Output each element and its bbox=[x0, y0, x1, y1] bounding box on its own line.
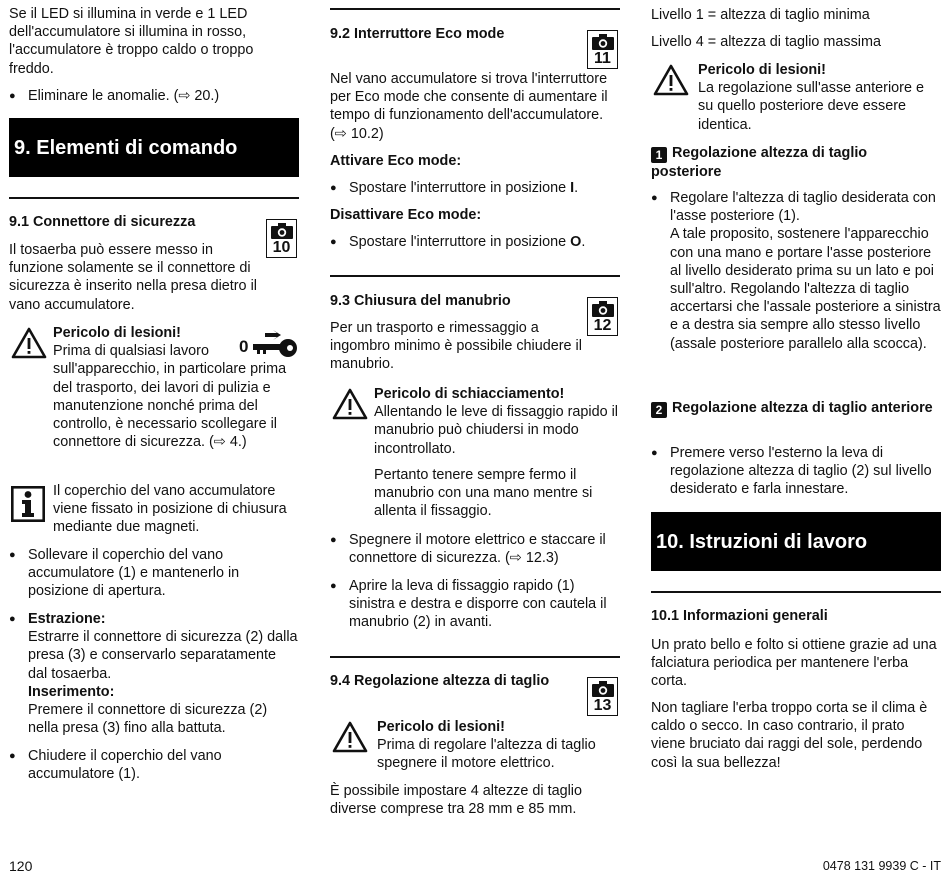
warning-text: La regolazione sull'asse anteriore e su quello posteriore deve essere identica. bbox=[698, 80, 924, 133]
bullet-switch-off bbox=[330, 531, 620, 567]
bullet-text: ● Regolare l'altezza di taglio desiderata con l'asse posteriore (1). bbox=[670, 190, 936, 225]
step-1-number-badge: 1 bbox=[651, 147, 667, 163]
bullet-text: Premere verso l'esterno la leva di regolazione altezza di taglio (2) sul livello desiderato e farla innestare. bbox=[670, 445, 932, 498]
picture-number: 10 bbox=[272, 239, 291, 256]
step-1-heading bbox=[651, 144, 941, 181]
bullet-text: Spostare l'interruttore in posizione bbox=[349, 234, 567, 250]
picture-number: 13 bbox=[593, 697, 612, 714]
info-icon bbox=[11, 486, 45, 522]
bullet-detail-text: A tale proposito, sostenere l'apparecchio con una mano e portare l'asse posteriore al livello desiderato prima su un lato e poi sull'altro. Regolando l'altezza di taglio accertarsi che l'assale posteriore a sinistra e a destra sia sempre allo stesso livello (assale posteriore parallelo alla scocca). bbox=[670, 226, 941, 352]
camera-icon bbox=[271, 223, 293, 239]
section-9-1-text bbox=[9, 241, 263, 314]
picture-ref-10 bbox=[266, 219, 297, 258]
warning-title: Pericolo di lesioni! bbox=[698, 62, 826, 78]
chapter-9-title: 9. Elementi di comando bbox=[14, 136, 238, 159]
chapter-10-title: 10. Istruzioni di lavoro bbox=[656, 530, 868, 553]
intro-bullet bbox=[9, 87, 299, 105]
section-10-1-text-2: Non tagliare l'erba troppo corta se il clima è caldo o secco. In caso contrario, il prato viene bruciato dai raggi del sole, perdendo così la sua bellezza! bbox=[651, 700, 928, 771]
section-9-3-text: Per un trasporto e rimessaggio a ingombro minimo è possibile chiudere il manubrio. bbox=[330, 320, 582, 373]
switch-position-on: I bbox=[570, 180, 575, 196]
bullet-eco-on: ● Spostare l'interruttore in posizione I. bbox=[330, 179, 620, 197]
bullet-text: Spegnere il motore elettrico e staccare il connettore di sicurezza. (⇨ 12.3) bbox=[349, 532, 606, 567]
section-9-3-title: 9.3 Chiusura del manubrio bbox=[330, 293, 511, 309]
info-text: Il coperchio del vano accumulatore viene fissato in posizione di chiusura mediante due magneti. bbox=[53, 483, 287, 536]
section-9-2-title: 9.2 Interruttore Eco mode bbox=[330, 26, 505, 42]
warning-injury-2 bbox=[330, 718, 620, 773]
bullet-open-lever bbox=[330, 577, 620, 632]
key-symbol bbox=[239, 330, 299, 360]
document-code: 0478 131 9939 C - IT bbox=[822, 859, 941, 873]
extract-text: Estrarre il connettore di sicurezza (2) dalla presa (3) e conservarlo separatamente dal tosaerba. bbox=[28, 629, 298, 682]
eco-on-label: Attivare Eco mode: bbox=[330, 153, 462, 169]
section-rule bbox=[330, 275, 620, 277]
picture-number: 12 bbox=[593, 317, 612, 334]
intro-text: Se il LED si illumina in verde e 1 LED dell'accumulatore si illumina in rosso, l'accumulatore è troppo caldo o troppo freddo. bbox=[9, 6, 254, 77]
warning-text: Prima di qualsiasi lavoro sull'apparecchio, in particolare prima del trasporto, dei lavori di pulizia e manutenzione nonché prima del controllo, è necessario scollegare il connettore di sicurezza. (⇨ 4.) bbox=[53, 343, 287, 451]
warning-title: Pericolo di lesioni! bbox=[53, 325, 181, 341]
bullet-text: Chiudere il coperchio del vano accumulatore (1). bbox=[28, 748, 222, 783]
camera-icon bbox=[592, 301, 614, 317]
step-2-title: Regolazione altezza di taglio anteriore bbox=[672, 400, 933, 416]
warning-injury-3 bbox=[651, 61, 941, 134]
warning-title: Pericolo di schiacciamento! bbox=[374, 386, 565, 402]
bullet-text: Sollevare il coperchio del vano accumulatore (1) e mantenerlo in posizione di apertura. bbox=[28, 547, 240, 600]
step-2-heading bbox=[651, 399, 941, 418]
step-1-title: Regolazione altezza di taglio posteriore bbox=[651, 145, 868, 180]
bullet-front-height bbox=[651, 444, 941, 499]
section-9-4-title: 9.4 Regolazione altezza di taglio bbox=[330, 673, 550, 689]
bullet-close-cover bbox=[9, 747, 299, 783]
section-10-1-title: 10.1 Informazioni generali bbox=[651, 608, 828, 624]
extract-label: ● Estrazione: bbox=[28, 611, 106, 627]
warning-triangle-icon bbox=[332, 388, 368, 420]
section-rule bbox=[330, 656, 620, 658]
eco-off-label: Disattivare Eco mode: bbox=[330, 207, 482, 223]
level-1-text: Livello 1 = altezza di taglio minima bbox=[651, 7, 870, 23]
key-icon bbox=[251, 330, 299, 360]
warning-text-2: Pertanto tenere sempre fermo il manubrio con una mano mentre si allenta il fissaggio. bbox=[374, 466, 593, 520]
warning-title: Pericolo di lesioni! bbox=[377, 719, 505, 735]
picture-number: 11 bbox=[594, 50, 611, 67]
warning-triangle-icon bbox=[653, 64, 689, 96]
intro-bullet-text: Eliminare le anomalie. (⇨ 20.) bbox=[28, 88, 220, 104]
section-rule bbox=[330, 8, 620, 10]
picture-ref-12 bbox=[587, 297, 618, 336]
camera-icon bbox=[592, 681, 614, 697]
insert-label: Inserimento: bbox=[28, 683, 115, 700]
bullet-rear-height bbox=[651, 189, 941, 353]
bullet-eco-off: ● Spostare l'interruttore in posizione O. bbox=[330, 233, 620, 251]
section-rule bbox=[651, 591, 941, 593]
section-9-1-text-span: Il tosaerba può essere messo in funzione solamente se il connettore di sicurezza è inserito nella presa dietro il vano accumulatore. bbox=[9, 242, 257, 313]
bullet-lift-cover bbox=[9, 546, 299, 601]
key-position-label: 0 bbox=[239, 337, 249, 356]
chapter-10-banner bbox=[651, 512, 941, 571]
warning-triangle-icon bbox=[332, 721, 368, 753]
bullet-text: Aprire la leva di fissaggio rapido (1) sinistra e destra e disporre con cautela il manubrio (2) in avanti. bbox=[349, 578, 607, 631]
picture-ref-13 bbox=[587, 677, 618, 716]
level-4-text: Livello 4 = altezza di taglio massima bbox=[651, 34, 881, 50]
chapter-9-banner bbox=[9, 118, 299, 177]
section-9-4-text: È possibile impostare 4 altezze di taglio diverse comprese tra 28 mm e 85 mm. bbox=[330, 783, 582, 818]
picture-ref-11 bbox=[587, 30, 618, 69]
section-9-1-title: 9.1 Connettore di sicurezza bbox=[9, 214, 196, 230]
bullet-extract-insert bbox=[9, 610, 299, 737]
switch-position-off: O bbox=[570, 234, 582, 250]
section-rule bbox=[9, 197, 299, 199]
warning-triangle-icon bbox=[11, 327, 47, 359]
page-number: 120 bbox=[9, 858, 33, 874]
section-10-1-text-1: Un prato bello e folto si ottiene grazie ad una falciatura periodica per mantenere l'erba corta. bbox=[651, 637, 937, 690]
info-note bbox=[9, 482, 299, 537]
step-2-number-badge: 2 bbox=[651, 402, 667, 418]
warning-text: Allentando le leve di fissaggio rapido il manubrio può chiudersi in modo incontrollato. bbox=[374, 404, 618, 457]
section-9-2-text: Nel vano accumulatore si trova l'interruttore per Eco mode che consente di aumentare il tempo di funzionamento dell'accumulatore. (⇨ 10.2) bbox=[330, 71, 608, 142]
insert-text: Premere il connettore di sicurezza (2) nella presa (3) fino alla battuta. bbox=[28, 702, 268, 737]
bullet-text: Spostare l'interruttore in posizione bbox=[349, 180, 567, 196]
warning-text: Prima di regolare l'altezza di taglio spegnere il motore elettrico. bbox=[377, 737, 596, 772]
camera-icon bbox=[592, 34, 614, 50]
warning-crush bbox=[330, 385, 620, 520]
